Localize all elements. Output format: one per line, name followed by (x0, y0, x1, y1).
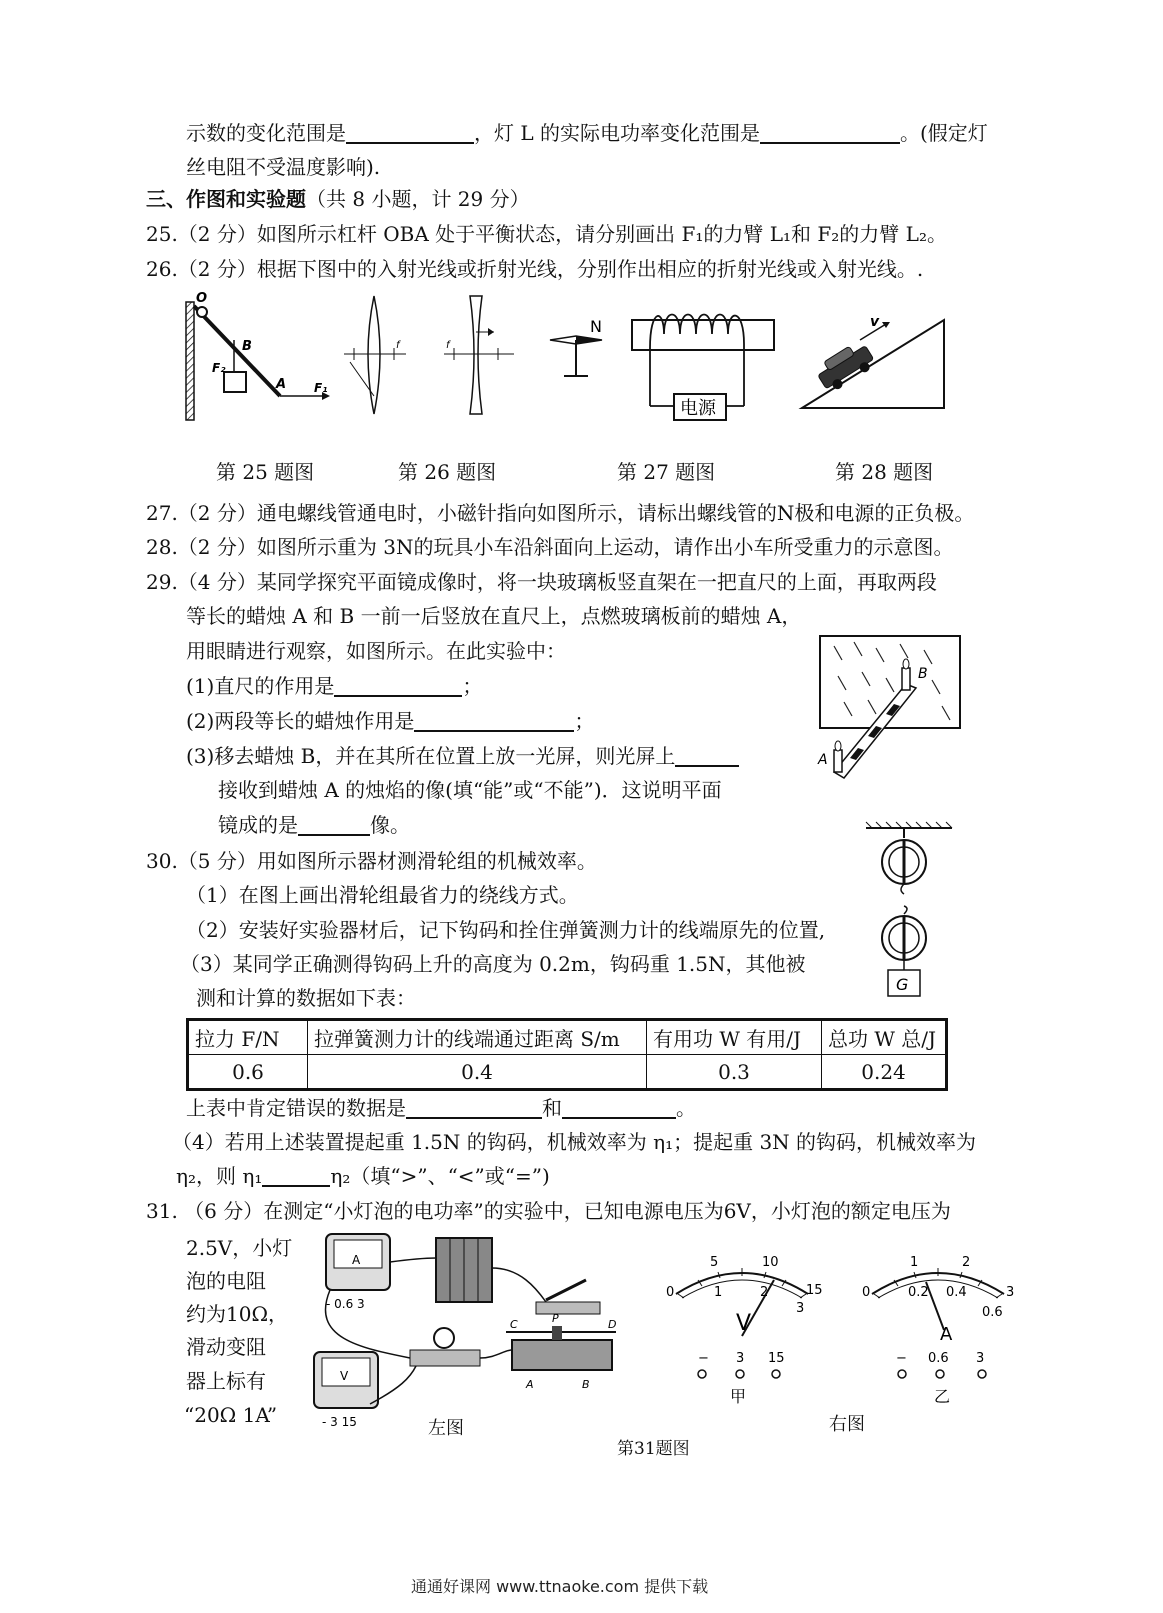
q31-side-4: 滑动变阻 (186, 1335, 266, 1359)
text: (1)直尺的作用是 (186, 674, 335, 698)
a-scale-0: 0 (862, 1285, 871, 1300)
text: 和 (542, 1096, 562, 1120)
ammeter-A: A (940, 1324, 953, 1345)
v-scale-2: 2 (760, 1285, 769, 1300)
text: η₂，则 η₁ (176, 1164, 263, 1188)
q31-side-5: 器上标有 (186, 1369, 266, 1393)
q31-side-1: 2.5V，小灯 (186, 1236, 293, 1260)
label-B: B (242, 339, 252, 354)
text: (2)两段等长的蜡烛作用是 (186, 709, 415, 733)
figure-25-lever (180, 292, 340, 422)
table-header-row (188, 1020, 947, 1055)
answer-blank[interactable] (298, 812, 370, 836)
label-F1: F₁ (314, 381, 328, 395)
question-31: 31. （6 分）在测定“小灯泡的电功率”的实验中，已知电源电压为6V，小灯泡的额定电压为 (146, 1199, 951, 1223)
question-25: 25.（2 分）如图所示杠杆 OBA 处于平衡状态，请分别画出 F₁的力臂 L₁和 F₂的力臂 L₂。 (146, 222, 947, 246)
a-term-0-6: 0.6 (928, 1351, 949, 1366)
a-scale-1: 1 (910, 1255, 919, 1270)
rheo-B: B (582, 1378, 590, 1391)
question-30-part2: （2）安装好实验器材后，记下钩码和拴住弹簧测力计的线端原先的位置, (186, 918, 826, 942)
v-scale-5: 5 (710, 1255, 719, 1270)
table-cell: 0.6 (188, 1055, 308, 1090)
v-scale-3: 3 (796, 1301, 805, 1316)
figure-28-incline (798, 312, 948, 412)
answer-blank[interactable] (414, 708, 574, 732)
line-2: 丝电阻不受温度影响). (186, 155, 381, 179)
caption-fig25: 第 25 题图 (216, 460, 315, 484)
question-30: 30.（5 分）用如图所示器材测滑轮组的机械效率。 (146, 849, 597, 873)
label-candle-B: B (918, 666, 928, 682)
v-term-3: 3 (736, 1351, 745, 1366)
caption-fig31: 第31题图 (617, 1439, 690, 1459)
caption-jia: 甲 (730, 1387, 747, 1406)
answer-blank[interactable] (334, 673, 462, 697)
label-f: f (446, 340, 450, 351)
label-f: f (396, 340, 400, 351)
question-30-part3: （3）某同学正确测得钩码上升的高度为 0.2m，钩码重 1.5N，其他被 (180, 952, 806, 976)
answer-blank[interactable] (562, 1095, 676, 1119)
question-27: 27.（2 分）通电螺线管通电时，小磁针指向如图所示，请标出螺线管的N极和电源的正负极。 (146, 501, 975, 525)
v-scale-0a: 0 (666, 1285, 675, 1300)
question-29-part1 (186, 671, 482, 701)
table-header: 拉弹簧测力计的线端通过距离 S/m (308, 1020, 647, 1055)
a-term-neg: − (896, 1351, 907, 1366)
figure-26-concave-lens (440, 292, 520, 422)
line-1 (186, 118, 988, 148)
label-F2: F₂ (212, 361, 226, 375)
a-scale-0-4: 0.4 (946, 1285, 967, 1300)
v-scale-15: 15 (806, 1283, 823, 1298)
text: ； (574, 709, 595, 733)
a-term-3: 3 (976, 1351, 985, 1366)
section-3-heading (146, 184, 530, 214)
figure-31-left-circuit (300, 1228, 640, 1438)
question-30-part3-cont: 测和计算的数据如下表： (196, 986, 416, 1010)
answer-blank[interactable] (760, 120, 900, 144)
table-cell: 0.4 (308, 1055, 647, 1090)
figure-30-pulleys (862, 820, 962, 1000)
answer-blank[interactable] (675, 743, 739, 767)
v-scale-1: 1 (714, 1285, 723, 1300)
question-30-part4-cont (176, 1161, 550, 1191)
voltmeter-V: V (736, 1311, 752, 1336)
q31-side-3: 约为10Ω， (186, 1302, 289, 1326)
text: 镜成的是 (218, 813, 298, 837)
rheo-D: D (608, 1318, 617, 1331)
figure-26-convex-lens (340, 292, 410, 422)
caption-yi: 乙 (934, 1387, 951, 1406)
figure-31-voltmeter-dial (662, 1250, 822, 1420)
label-A: A (276, 377, 287, 392)
text: 。 (676, 1096, 696, 1120)
label-N: N (590, 317, 602, 336)
v-term-neg: − (698, 1351, 709, 1366)
figure-27-solenoid (628, 300, 778, 430)
text: 像。 (370, 813, 410, 837)
question-30-error-line (186, 1093, 696, 1123)
question-30-part1: （1）在图上画出滑轮组最省力的绕线方式。 (186, 883, 579, 907)
question-29-cont: 等长的蜡烛 A 和 B 一前一后竖放在直尺上，点燃玻璃板前的蜡烛 A， (186, 604, 802, 628)
section-title: 三、作图和实验题 (146, 187, 306, 211)
text: 。(假定灯 (900, 121, 988, 145)
a-scale-2: 2 (962, 1255, 971, 1270)
label-power-source: 电源 (680, 398, 716, 419)
question-26: 26.（2 分）根据下图中的入射光线或折射光线，分别作出相应的折射光线或入射光线。. (146, 257, 924, 281)
text: ，灯 L 的实际电功率变化范围是 (474, 121, 760, 145)
question-29-part2 (186, 706, 594, 736)
question-29-cont2: 用眼睛进行观察，如图所示。在此实验中： (186, 639, 566, 663)
figure-27-compass (546, 312, 616, 402)
ammeter-unit: A (352, 1253, 361, 1267)
v-scale-10: 10 (762, 1255, 779, 1270)
caption-fig27: 第 27 题图 (617, 460, 716, 484)
figure-31-ammeter-dial (858, 1250, 1028, 1420)
q31-side-6: “20Ω 1A” (184, 1403, 278, 1427)
answer-blank[interactable] (262, 1163, 330, 1187)
text: η₂（填“>”、“<”或“=”) (330, 1164, 550, 1188)
caption-right-figure: 右图 (829, 1414, 865, 1435)
text: ； (462, 674, 483, 698)
rheo-C: C (510, 1318, 518, 1331)
table-cell: 0.24 (822, 1055, 947, 1090)
caption-fig28: 第 28 题图 (835, 460, 934, 484)
question-29: 29.（4 分）某同学探究平面镜成像时，将一块玻璃板竖直架在一把直尺的上面，再取两段 (146, 570, 937, 594)
answer-blank[interactable] (406, 1095, 542, 1119)
question-30-part4: （4）若用上述装置提起重 1.5N 的钩码，机械效率为 η₁；提起重 3N 的钩码，机械效率为 (172, 1130, 977, 1154)
rheo-P: P (552, 1312, 559, 1325)
rheo-A: A (526, 1378, 534, 1391)
footer-watermark: 通通好课网 www.ttnaoke.com 提供下载 (411, 1577, 709, 1596)
voltmeter-terminals: - 3 15 (322, 1415, 357, 1429)
table-header: 有用功 W 有用/J (647, 1020, 822, 1055)
a-scale-0-2: 0.2 (908, 1285, 929, 1300)
caption-fig26: 第 26 题图 (398, 460, 497, 484)
question-28: 28.（2 分）如图所示重为 3N的玩具小车沿斜面向上运动，请作出小车所受重力的示意图。 (146, 535, 954, 559)
table-cell: 0.3 (647, 1055, 822, 1090)
voltmeter-unit: V (340, 1369, 349, 1383)
table-header: 总功 W 总/J (822, 1020, 947, 1055)
data-table (186, 1018, 948, 1091)
question-29-part3-end (218, 810, 410, 840)
figure-29-mirror (814, 632, 964, 782)
label-candle-A: A (818, 752, 828, 768)
section-detail: （共 8 小题，计 29 分） (306, 187, 530, 211)
table-row (188, 1055, 947, 1090)
answer-blank[interactable] (346, 120, 474, 144)
label-v: v (870, 314, 880, 330)
a-scale-3: 3 (1006, 1285, 1015, 1300)
ammeter-terminals: - 0.6 3 (326, 1297, 365, 1311)
table-header: 拉力 F/N (188, 1020, 308, 1055)
caption-left-figure: 左图 (428, 1418, 464, 1439)
label-G: G (896, 975, 909, 994)
v-term-15: 15 (768, 1351, 785, 1366)
question-29-part3 (186, 741, 739, 771)
text: (3)移去蜡烛 B，并在其所在位置上放一光屏，则光屏上 (186, 744, 676, 768)
label-O: O (196, 291, 208, 306)
a-scale-0-6: 0.6 (982, 1305, 1003, 1320)
q31-side-2: 泡的电阻 (186, 1269, 266, 1293)
text: 示数的变化范围是 (186, 121, 346, 145)
text: 上表中肯定错误的数据是 (186, 1096, 406, 1120)
question-29-part3-cont: 接收到蜡烛 A 的烛焰的像(填“能”或“不能”)．这说明平面 (218, 778, 722, 802)
